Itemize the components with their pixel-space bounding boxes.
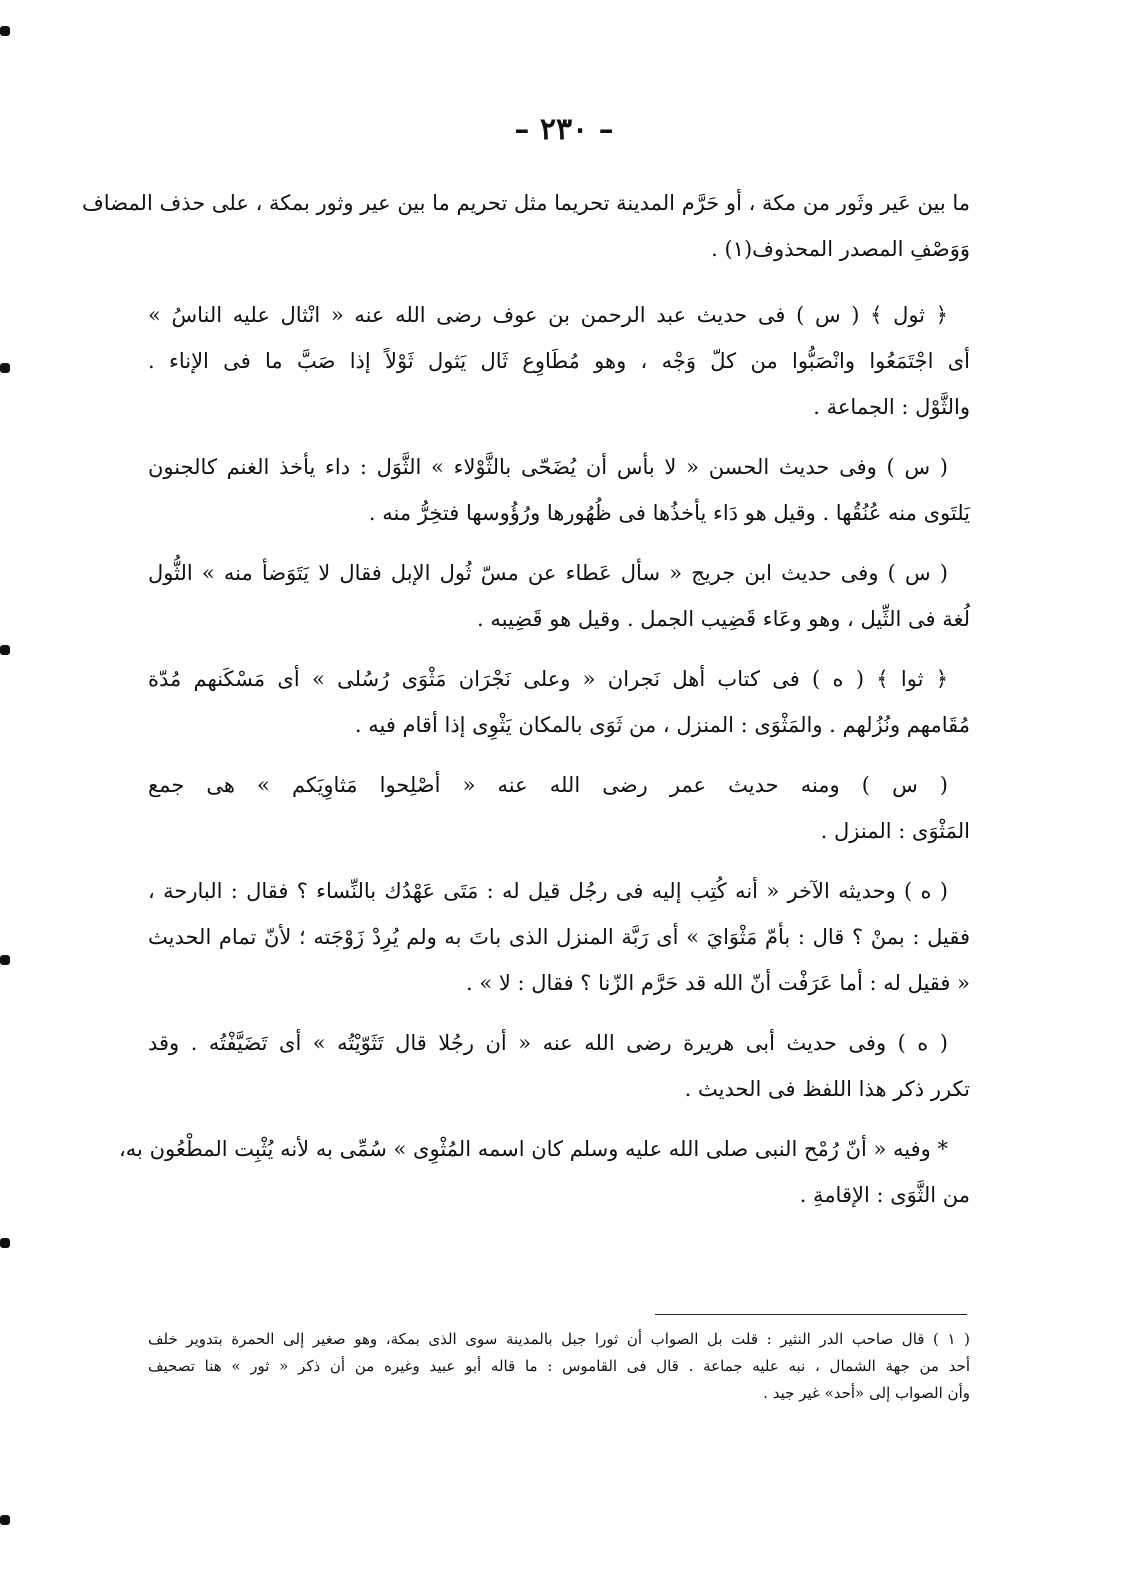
main-text — [82, 180, 970, 1232]
scan-edge-mark — [0, 1515, 10, 1525]
footnote-line: أحد من جهة الشمال ، نبه عليه جماعة . قال فى القاموس : ما قاله أبو عبيد وغيره من أن ذكر « ثور » هنا تصحيف — [148, 1357, 970, 1375]
page-number: – ٢٣٠ – — [514, 112, 614, 147]
footnotes — [148, 1326, 970, 1407]
text-line: * وفيه « أنّ رُمْح النبى صلى الله عليه وسلم كان اسمه المُثْوِى » سُمِّى به لأنه يُثْبِت المطْعُون به، — [119, 1137, 948, 1161]
text-line: ( س ) وفى حديث ابن جريج « سأل عَطاء عن مسّ ثُول الإبل فقال لا يَتَوَضأ منه » الثُّول — [148, 561, 948, 585]
text-line: مُقَامهم ونُزُلهم . والمَثْوَى : المنزل ، من ثَوَى بالمكان يَثْوِى إذا أقام فيه . — [354, 713, 970, 737]
text-line: من الثَّوَى : الإقامةِ . — [799, 1183, 970, 1207]
paragraph-umar-second-hadith — [148, 868, 970, 1006]
text-line: فقيل : بمنْ ؟ قال : بأمّ مَثْوَايَ » أى رَبَّة المنزل الذى باتَ به ولم يُرِدْ زَوْجَته ؛ لأنّ تمام الحديث — [148, 925, 970, 949]
text-line: تكرر ذكر هذا اللفظ فى الحديث . — [684, 1077, 970, 1101]
paragraph-1 — [82, 180, 970, 272]
paragraph-abu-hurayra-hadith — [148, 1020, 970, 1112]
text-line: لُغة فى الثِّيل ، وهو وعَاء قَضِيب الجمل . وقيل هو قَضِيبه . — [477, 607, 970, 631]
footnote-line: ( ١ ) قال صاحب الدر النثير : قلت بل الصواب أن ثورا جبل بالمدينة سوى الذى بمكة، وهو صغير إلى الحمرة بتدوير خلف — [148, 1330, 970, 1348]
paragraph-entry-thawl — [148, 292, 970, 430]
text-line: ( س ) وفى حديث الحسن « لا بأس أن يُضَحّى بالثَّوْلاء » الثَّوَل : داء يأخذ الغنم كالجنون — [148, 455, 948, 479]
scan-edge-mark — [0, 363, 10, 373]
paragraph-entry-thawa — [148, 656, 970, 748]
text-line: ( ه ) وفى حديث أبى هريرة رضى الله عنه « أن رجُلا قال تَثَوّيْتُه » أى تَضَيَّفْتُه . وقد — [148, 1031, 948, 1055]
text-line: والثَّوْل : الجماعة . — [813, 395, 970, 419]
footnote-divider — [655, 1314, 967, 1315]
text-line: وَوَصْفِ المصدر المحذوف(١) . — [711, 237, 970, 261]
text-line: ( س ) ومنه حديث عمر رضى الله عنه « أصْلِحوا مَثاوِيَكم » هى جمع — [148, 773, 948, 797]
paragraph-hasan-hadith — [148, 444, 970, 536]
scan-edge-mark — [0, 26, 10, 36]
text-line: ﴿ ثول ﴾ ( س ) فى حديث عبد الرحمن بن عوف رضى الله عنه « انْثال عليه الناسُ » — [148, 303, 948, 327]
paragraph-spear-hadith — [119, 1126, 970, 1218]
text-line: أى اجْتَمَعُوا وانْصَبُّوا من كلّ وَجْه ، وهو مُطَاوِع ثَال يَثول ثَوْلاً إذا صَبَّ ما فى الإناء . — [148, 349, 970, 373]
text-line: ( ه ) وحديثه الآخر « أنه كُتِب إليه فى رجُل قيل له : مَتَى عَهْدُك بالنِّساء ؟ فقال : البارحة ، — [148, 879, 948, 903]
text-line: يَلتَوى منه عُنُقُها . وقيل هو دَاء يأخذُها فى ظُهُورها ورُؤُوسها فتخِرُّ منه . — [368, 501, 970, 525]
paragraph-ibn-jurayj-hadith — [148, 550, 970, 642]
text-line: ما بين عَير وثَور من مكة ، أو حَرَّم المدينة تحريما مثل تحريم ما بين عير وثور بمكة ، على حذف المضاف — [82, 191, 970, 215]
paragraph-umar-hadith — [148, 762, 970, 854]
scan-edge-mark — [0, 955, 10, 965]
text-line: « فقيل له : أما عَرَفْت أنّ الله قد حَرَّم الزّنا ؟ فقال : لا » . — [466, 971, 970, 995]
text-line: المَثْوَى : المنزل . — [820, 819, 970, 843]
footnote-line: وأن الصواب إلى «أحد» غير جيد . — [763, 1384, 970, 1402]
text-line: ﴿ ثوا ﴾ ( ه ) فى كتاب أهل نَجران « وعلى نَجْرَان مَثْوَى رُسُلى » أى مَسْكَنهم مُدّة — [148, 667, 948, 691]
scan-edge-mark — [0, 645, 10, 655]
scan-edge-mark — [0, 1238, 10, 1248]
